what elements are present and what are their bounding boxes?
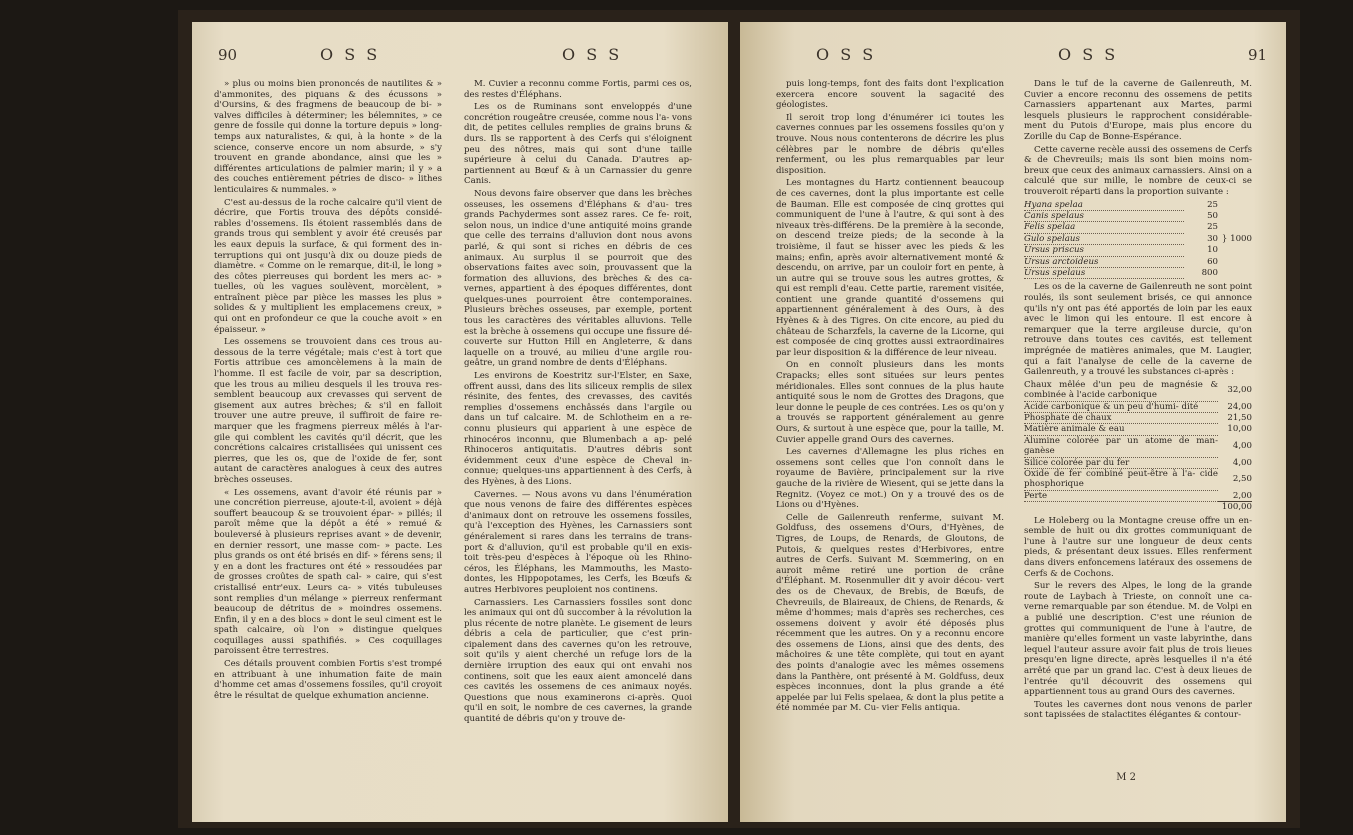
substance-name: Phosphate de chaux (1024, 412, 1218, 423)
paragraph: « Les ossemens, avant d'avoir été réunis par » une concrétion pierreuse, ajoute-t-il, avoient » déjà souffert beaucoup & se trouvoient épar- » pillés; il paroît même que la dépôt a été » remué & bouleversé à plusieurs reprises avant » de devenir, en dernier ressort, une masse com- » pacte. Les plus grands os ont été brisés en dif- » férens sens; il y en a dont les fractures ont été » ressoudées par de grosses croûtes de spath cal- » caire, qui s'est cristallisé entr'eux. Leurs ca- » vités tubuleuses sont remplies d'un mélange » pierreux renfermant beaucoup de détritus de » moindres ossemens. Enfin, il y en a des blocs » dont le seul ciment est le spath calcaire, où l'on » distingue quelques coquillages aussi spathifiés. » Ces coquillages paroissent être terrestres. (214, 487, 442, 657)
right-page-header (740, 45, 1286, 70)
table-row (1024, 435, 1252, 457)
paragraph: Sur le revers des Alpes, le long de la grande route de Laybach à Trieste, on connoît une ca- verne remarquable par son étendue. M. de Volpi en a publié une description. C'est une réunion de grottes qui communiquent de l'une à l'autre, de manière qu'elles forment un vaste labyrinthe, dans lequel l'auteur assure avoir fait plus de trois lieues presqu'en ligne directe, après lesquelles il n'a été arrêté que par un grand lac. C'est à deux lieues de l'entrée qu'il découvrit des ossemens qui appartiennent tous au grand Ours des cavernes. (1024, 581, 1252, 698)
substance-value: 4,00 (1232, 440, 1252, 451)
paragraph: Les os de Ruminans sont enveloppés d'une concrétion rougeâtre creusée, comme nous l'a- vons dit, de petites cellules remplies de grains bruns & durs. Ils se rapportent à des Cerfs qui s'éloignent peu des nôtres, mais qui sont d'une taille supérieure à celui du Canada. D'autres ap- partiennent au Bœuf & à un Carnassier du genre Canis. (464, 102, 692, 187)
species-count: 10 (1207, 245, 1218, 256)
paragraph: » plus ou moins bien prononcés de nautilites & » d'ammonites, des piquans & des écussons » d'Oursins, & des fragmens de beaucoup de bi- » valves difficiles à déterminer; les bélemnites, » ce genre de fossile qui donne la torture depuis » long-temps aux naturalistes, & qui, à la honte » de la science, conserve encore un nom absurde, » s'y trouvent en grande abondance, ainsi que les » différentes articulations de palmier marin; il y » a des couches entièrement pétries de disco- » lithes lenticulaires & nummales. » (214, 79, 442, 195)
table-row (1024, 457, 1252, 468)
substance-name: Chaux mêlée d'un peu de magnésie & combinée à l'acide carbonique (1024, 379, 1218, 401)
paragraph: puis long-temps, font des faits dont l'explication exercera encore souvent la sagacité des géologistes. (776, 79, 1004, 111)
substance-value: 2,50 (1232, 474, 1252, 485)
species-count: 50 (1207, 210, 1218, 221)
species-name: Felis spelaa (1024, 222, 1184, 233)
running-head: O S S (1058, 45, 1119, 64)
paragraph: On en connoît plusieurs dans les monts Crapacks; elles sont situées sur leurs pentes méridionales. Elles sont connues de la plus haute antiquité sous le nom de Grottes des Dragons, que leur donne le peuple de ces contrées. Les os qu'on y a trouvés se rapportent généralement au genre Ours, & surtout à une espèce que, pour la taille, M. Cuvier appelle grand Ours des cavernes. (776, 360, 1004, 445)
analysis-total: 100,00 (1218, 502, 1252, 513)
table-row (1024, 256, 1252, 267)
paragraph: C'est au-dessus de la roche calcaire qu'il vient de décrire, que Fortis trouva des dépôts considé- rables d'ossemens. Ils étoient rassemblés dans de grands trous qui semblent y avoir été creusés par les eaux depuis la surface, & qui forment des in- terruptions qui ont jusqu'à dix ou douze pieds de diamètre. « Comme on le remarque, dit-il, le long » des côtes pierreuses qui bordent les mers ac- » tuelles, où les vagues soulèvent, morcèlent, » entraînent pièce par pièce les masses les plus » solides & y multiplient les emplacemens creux, » qui ont en profondeur ce que la couche avoit » en épaisseur. » (214, 197, 442, 335)
table-row (1024, 200, 1252, 211)
species-total: } 1000 (1221, 234, 1252, 244)
paragraph: Il seroit trop long d'énumérer ici toutes les cavernes connues par les ossemens fossiles qu'on y trouve. Nous nous contenterons de décrire les plus célèbres par le nombre de débris qu'elles renferment, ou les plus remarquables par leur disposition. (776, 112, 1004, 176)
paragraph: Ces détails prouvent combien Fortis s'est trompé en attribuant à une inhumation faite de main d'homme cet amas d'ossemens fossiles, qu'il croyoit être le résultat de quelque exhumation ancienne. (214, 659, 442, 701)
table-total-row (1024, 502, 1252, 513)
paragraph: Les montagnes du Hartz contiennent beaucoup de ces cavernes, dont la plus importante est celle de Bauman. Elle est composée de cinq grottes qui communiquent de l'une à l'autre, & qui sont à des niveaux très-différens. De la première à la seconde, on descend treize pieds; de la seconde à la troisième, il faut se hisser avec les pieds & les mains; enfin, après avoir alternativement monté & descendu, on arrive, par un couloir fort en pente, à un autre qui se trouve sous les autres grottes, & qui est rempli d'eau. Cette partie, rarement visitée, contient une grande quantité d'ossemens qui appartiennent généralement à des Ours, à des Hyènes & à des Tigres. On cite encore, au pied du château de Scharzfels, la caverne de la Licorne, qui est composée de cinq grottes aussi extraordinaires par leur disposition & la différence de leur niveau. (776, 178, 1004, 358)
paragraph: Les ossemens se trouvoient dans ces trous au- dessous de la terre végétale; mais c'est à tort que Fortis attribue ces amoncèlemens à la main de l'homme. Il est facile de voir, par sa description, que les trous au milieu desquels il les trouva res- semblent beaucoup aux crevasses qui servent de gisement aux autres brèches; & s'il en falloit trouver une autre preuve, il suffiroit de faire re- marquer que les fragmens pierreux mêlés à l'ar- gile qui comblent les cavités qu'il décrit, que les concrétions calcaires cristallisées qui unissent ces pierres, que les os, que de l'oxide de fer, sont autant de caractères analogues à ceux des autres brèches osseuses. (214, 337, 442, 485)
left-column-1 (214, 79, 442, 703)
left-page (192, 22, 728, 822)
substance-name: Acide carbonique & un peu d'humi- dité (1024, 401, 1218, 412)
paragraph: Les environs de Koestritz sur-l'Elster, en Saxe, offrent aussi, dans des lits siliceux remplis de silex résinite, des fentes, des crevasses, des cavités remplies d'ossemens enchâssés dans l'argile ou dans un tuf calcaire. M. de Schlotheim en a re- connu plusieurs qui apparient à une espèce de rhinocéros inconnu, que Blumenbach a ap- pelé Rhinoceros antiquitatis. D'autres débris sont évidemment ceux d'une espèce de Cheval in- connue; quelques-uns appartiennent à des Cerfs, à des Hyènes, à des Lions. (464, 371, 692, 487)
species-count: 30 (1207, 233, 1218, 244)
paragraph: Le Holeberg ou la Montagne creuse offre un en- semble de huit ou dix grottes communiquant de l'une à l'autre sur une longueur de deux cents pieds, & présentant deux issues. Elles renferment dans divers enfoncemens latéraux des ossemens de Cerfs & de Cochons. (1024, 515, 1252, 579)
substance-name: Silice colorée par du fer (1024, 457, 1218, 468)
page-number: 90 (218, 46, 238, 64)
running-head: O S S (320, 45, 381, 64)
table-row (1024, 233, 1252, 244)
right-column-2 (1024, 79, 1252, 723)
substance-name: Matière animale & eau (1024, 424, 1218, 435)
table-row (1024, 401, 1252, 412)
paragraph: Celle de Gailenreuth renferme, suivant M. Goldfuss, des ossemens d'Ours, d'Hyènes, de Tigres, de Loups, de Renards, de Gloutons, de Putois, & quelques restes d'Herbivores, entre autres de Cerfs. Suivant M. Sœmmering, on en auroit même retiré une portion de crâne d'Éléphant. M. Rosenmuller dit y avoir décou- vert des os de Chevaux, de Brebis, de Bœufs, de Chevreuils, de Blaireaux, de Chiens, de Renards, & même d'hommes; mais d'après ses recherches, ces ossemens doivent y avoir été déposés plus récemment que les autres. On y a reconnu encore des ossemens de Lions, ainsi que des dents, des mâchoires & une tête complète, qui tout en ayant des points d'analogie avec les mêmes ossemens dans la Panthère, ont présenté à M. Goldfuss, deux espèces inconnues, dont la plus grande a été appelée par lui Felis spelaea, & dont la plus petite a été nommée par M. Cu- vier Felis antiqua. (776, 512, 1004, 714)
species-name: Ursus priscus (1024, 245, 1184, 256)
species-name: Gulo spelaus (1024, 233, 1184, 244)
species-name: Canis spelaus (1024, 210, 1184, 221)
species-count: 60 (1207, 256, 1218, 267)
paragraph: Toutes les cavernes dont nous venons de parler sont tapissées de stalactites élégantes & contour- (1024, 699, 1252, 721)
substance-value: 21,50 (1227, 412, 1252, 423)
table-row (1024, 380, 1252, 401)
left-page-header (192, 45, 728, 70)
table-row (1024, 222, 1252, 233)
page-number: 91 (1248, 46, 1268, 64)
species-name: Hyana spelaa (1024, 200, 1184, 211)
substance-name: Alumine colorée par un atome de man- ganèse (1024, 435, 1218, 457)
book-spread (178, 10, 1300, 828)
paragraph: Dans le tuf de la caverne de Gailenreuth, M. Cuvier a encore reconnu des ossemens de petits Carnassiers appartenant aux Martes, parmi lesquels plusieurs le rapprochent considérable- ment du Putois d'Europe, mais plus encore du Zorille du Cap de Bonne-Espérance. (1024, 79, 1252, 142)
substance-value: 2,00 (1232, 490, 1252, 501)
analysis-table (1024, 380, 1252, 513)
species-count: 25 (1207, 222, 1218, 233)
substance-name: Perte (1024, 490, 1218, 501)
table-row (1024, 412, 1252, 423)
substance-value: 10,00 (1227, 424, 1252, 435)
species-table (1024, 200, 1252, 280)
paragraph: Cette caverne recèle aussi des ossemens de Cerfs & de Chevreuils; mais ils sont bien moins nom- breux que ceux des animaux carnassiers. Ainsi on a calculé que sur mille, le nombre de ceux-ci se trouveroit réparti dans la proportion suivante : (1024, 144, 1252, 197)
paragraph: M. Cuvier a reconnu comme Fortis, parmi ces os, des restes d'Éléphans. (464, 79, 692, 100)
table-row (1024, 490, 1252, 501)
paragraph: Les os de la caverne de Gailenreuth ne sont point roulés, ils sont seulement brisés, ce qui annonce qu'ils n'y ont pas été apportés de loin par les eaux avec le limon qui les entoure. Il est encore à remarquer que la terre argileuse durcie, qu'on retrouve dans toutes ces cavités, est tellement imprégnée de matières animales, que M. Laugier, qui a fait l'analyse de celle de la caverne de Gailenreuth, y a trouvé les substances ci-après : (1024, 282, 1252, 378)
table-row (1024, 267, 1252, 278)
paragraph: Les cavernes d'Allemagne les plus riches en ossemens sont celles que l'on connoît dans le royaume de Bavière, principalement sur la rive gauche de la rivière de Wiesent, qui se jette dans la Regnitz. (Voyez ce mot.) On y a trouvé des os de Lions ou d'Hyènes. (776, 447, 1004, 511)
spacer (1024, 502, 1218, 513)
running-head: O S S (816, 45, 877, 64)
running-head: O S S (562, 45, 623, 64)
table-row (1024, 468, 1252, 490)
paragraph: Nous devons faire observer que dans les brèches osseuses, les ossemens d'Éléphans & d'au- tres grands Pachydermes sont assez rares. Ce fe- roit, selon nous, un indice d'une antiquité moins grande que celle des terrains d'alluvion dont nous avons parlé, & qui sont si riches en débris de ces animaux. Au surplus il se pourroit que des observations faites avec soin, prouvassent que la formation des alluvions, des brèches & des ca- vernes, appartient à des époques différentes, dont quelques-unes pourroient être contemporaines. Plusieurs brèches osseuses, par exemple, portent tous les caractères des véritables alluvions. Telle est la brèche à ossemens qui occupe une fissure dé- couverte sur Hutton Hill en Angleterre, & dans laquelle on a trouvé, au milieu d'une argile rou- geâtre, un grand nombre de dents d'Éléphans. (464, 188, 692, 369)
table-row (1024, 245, 1252, 256)
right-column-1 (776, 79, 1004, 716)
table-row (1024, 424, 1252, 435)
right-page (740, 22, 1286, 822)
signature-mark: M 2 (1116, 772, 1136, 784)
substance-value: 4,00 (1232, 457, 1252, 468)
species-name: Ursus arctoideus (1024, 256, 1184, 267)
table-row (1024, 210, 1252, 221)
species-name: Ursus spelaus (1024, 267, 1184, 278)
paragraph: Cavernes. — Nous avons vu dans l'énumération que nous venons de faire des différentes espèces d'animaux dont on retrouve les ossemens fossiles, qu'à l'exception des Hyènes, les Carnassiers sont généralement si rares dans les terrains de trans- port & d'alluvion, qu'il est probable qu'il en exis- toit très-peu d'espèces à l'époque où les Rhino- céros, les Éléphans, les Mammouths, les Masto- dontes, les Hippopotames, les Cerfs, les Bœufs & autres Herbivores peuploient nos continens. (464, 489, 692, 595)
substance-value: 24,00 (1227, 401, 1252, 412)
species-count: 25 (1207, 199, 1218, 210)
substance-value: 32,00 (1227, 385, 1252, 396)
left-column-2 (464, 79, 692, 727)
paragraph: Carnassiers. Les Carnassiers fossiles sont donc les animaux qui ont dû succomber à la révolution la plus récente de notre planète. Le gisement de leurs débris a cela de particulier, que c'est prin- cipalement dans des cavernes qu'on les retrouve, soit qu'ils y aient cherché un refuge lors de la dernière irruption des eaux qui ont envahi nos continens, soit que les eaux aient amoncelé dans ces cavités les ossemens de ces animaux noyés. Questions que nous examinerons ci-après. Quoi qu'il en soit, le nombre de ces cavernes, la grande quantité de débris qu'on y trouve de- (464, 597, 692, 725)
species-count: 800 (1201, 267, 1218, 278)
substance-name: Oxide de fer combiné peut-être à l'a- cide phosphorique (1024, 468, 1218, 490)
